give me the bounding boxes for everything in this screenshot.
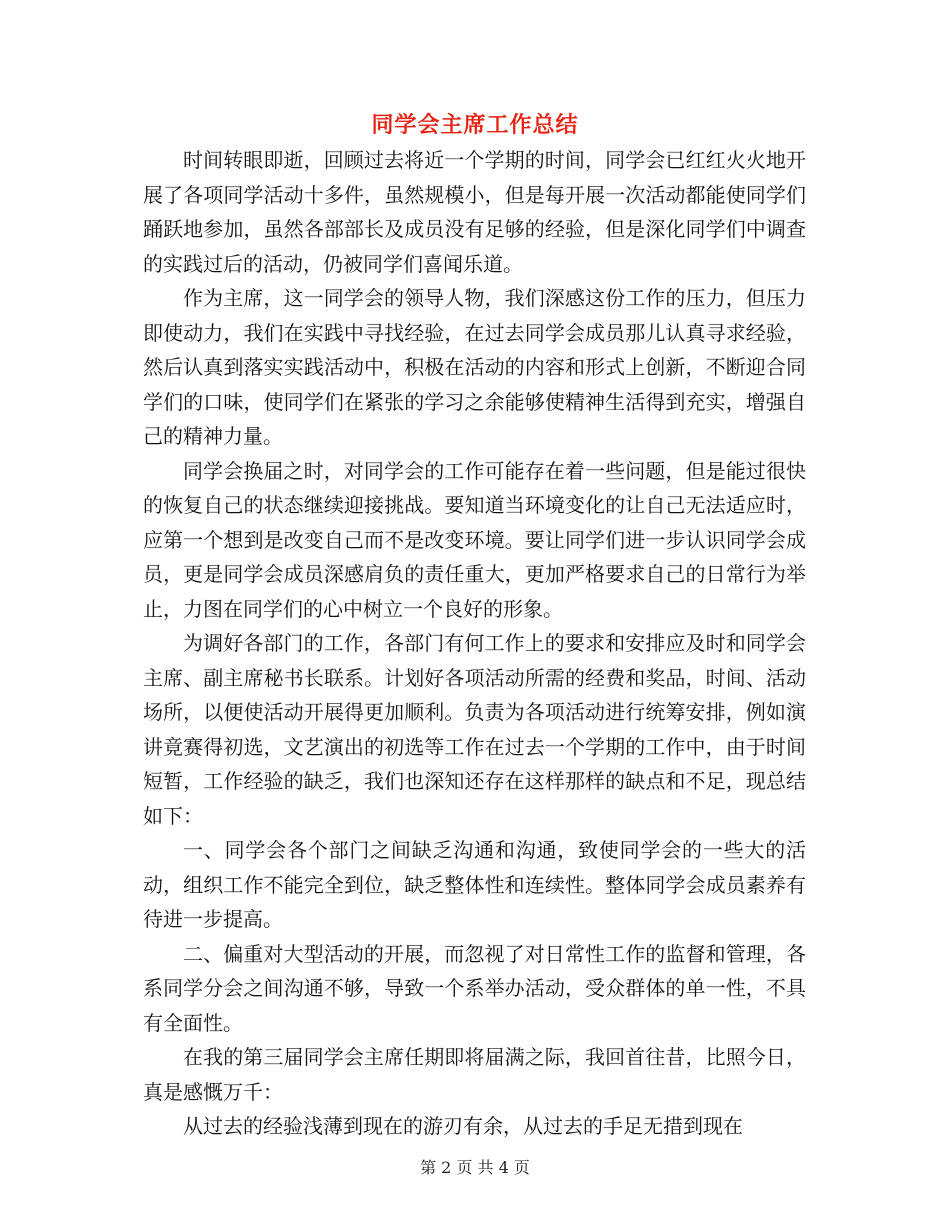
paragraph-6: 二、偏重对大型活动的开展，而忽视了对日常性工作的监督和管理，各系同学分会之间沟通不够，导致一个系举办活动，受众群体的单一性，不具有全面性。 (143, 941, 806, 1035)
paragraph-4: 为调好各部门的工作，各部门有何工作上的要求和安排应及时和同学会主席、副主席秘书长联系。计划好各项活动所需的经费和奖品，时间、活动场所，以便使活动开展得更加顺利。负责为各项活动进行统筹安排，例如演讲竟赛得初选，文艺演出的初选等工作在过去一个学期的工作中，由于时间短暂，工作经验的缺乏，我们也深知还存在这样那样的缺点和不足，现总结如下： (143, 631, 806, 828)
paragraph-7: 在我的第三届同学会主席任期即将届满之际，我回首往昔，比照今日，真是感慨万千： (143, 1045, 806, 1104)
paragraph-5: 一、同学会各个部门之间缺乏沟通和沟通，致使同学会的一些大的活动，组织工作不能完全到位，缺乏整体性和连续性。整体同学会成员素养有待进一步提高。 (143, 838, 806, 931)
paragraph-3: 同学会换届之时，对同学会的工作可能存在着一些问题，但是能过很快的恢复自己的状态继续迎接挑战。要知道当环境变化的让自己无法适应时，应第一个想到是改变自己而不是改变环境。要让同学们进一步认识同学会成员，更是同学会成员深感肩负的责任重大，更加严格要求自己的日常行为举止，力图在同学们的心中树立一个良好的形象。 (143, 458, 806, 621)
paragraph-2: 作为主席，这一同学会的领导人物，我们深感这份工作的压力，但压力即使动力，我们在实践中寻找经验，在过去同学会成员那儿认真寻求经验，然后认真到落实实践活动中，积极在活动的内容和形式上创新，不断迎合同学们的口味，使同学们在紧张的学习之余能够使精神生活得到充实，增强自己的精神力量。 (143, 286, 806, 448)
paragraph-1: 时间转眼即逝，回顾过去将近一个学期的时间，同学会已红红火火地开展了各项同学活动十多件，虽然规模小，但是每开展一次活动都能使同学们踊跃地参加，虽然各部部长及成员没有足够的经验，但是深化同学们中调查的实践过后的活动，仍被同学们喜闻乐道。 (143, 148, 806, 276)
document-title: 同学会主席工作总结 (371, 112, 579, 138)
page-footer: 第 2 页 共 4 页 (420, 1158, 530, 1177)
paragraph-8: 从过去的经验浅薄到现在的游刃有余，从过去的手足无措到现在 (183, 1114, 743, 1138)
document-body (143, 143, 806, 1144)
